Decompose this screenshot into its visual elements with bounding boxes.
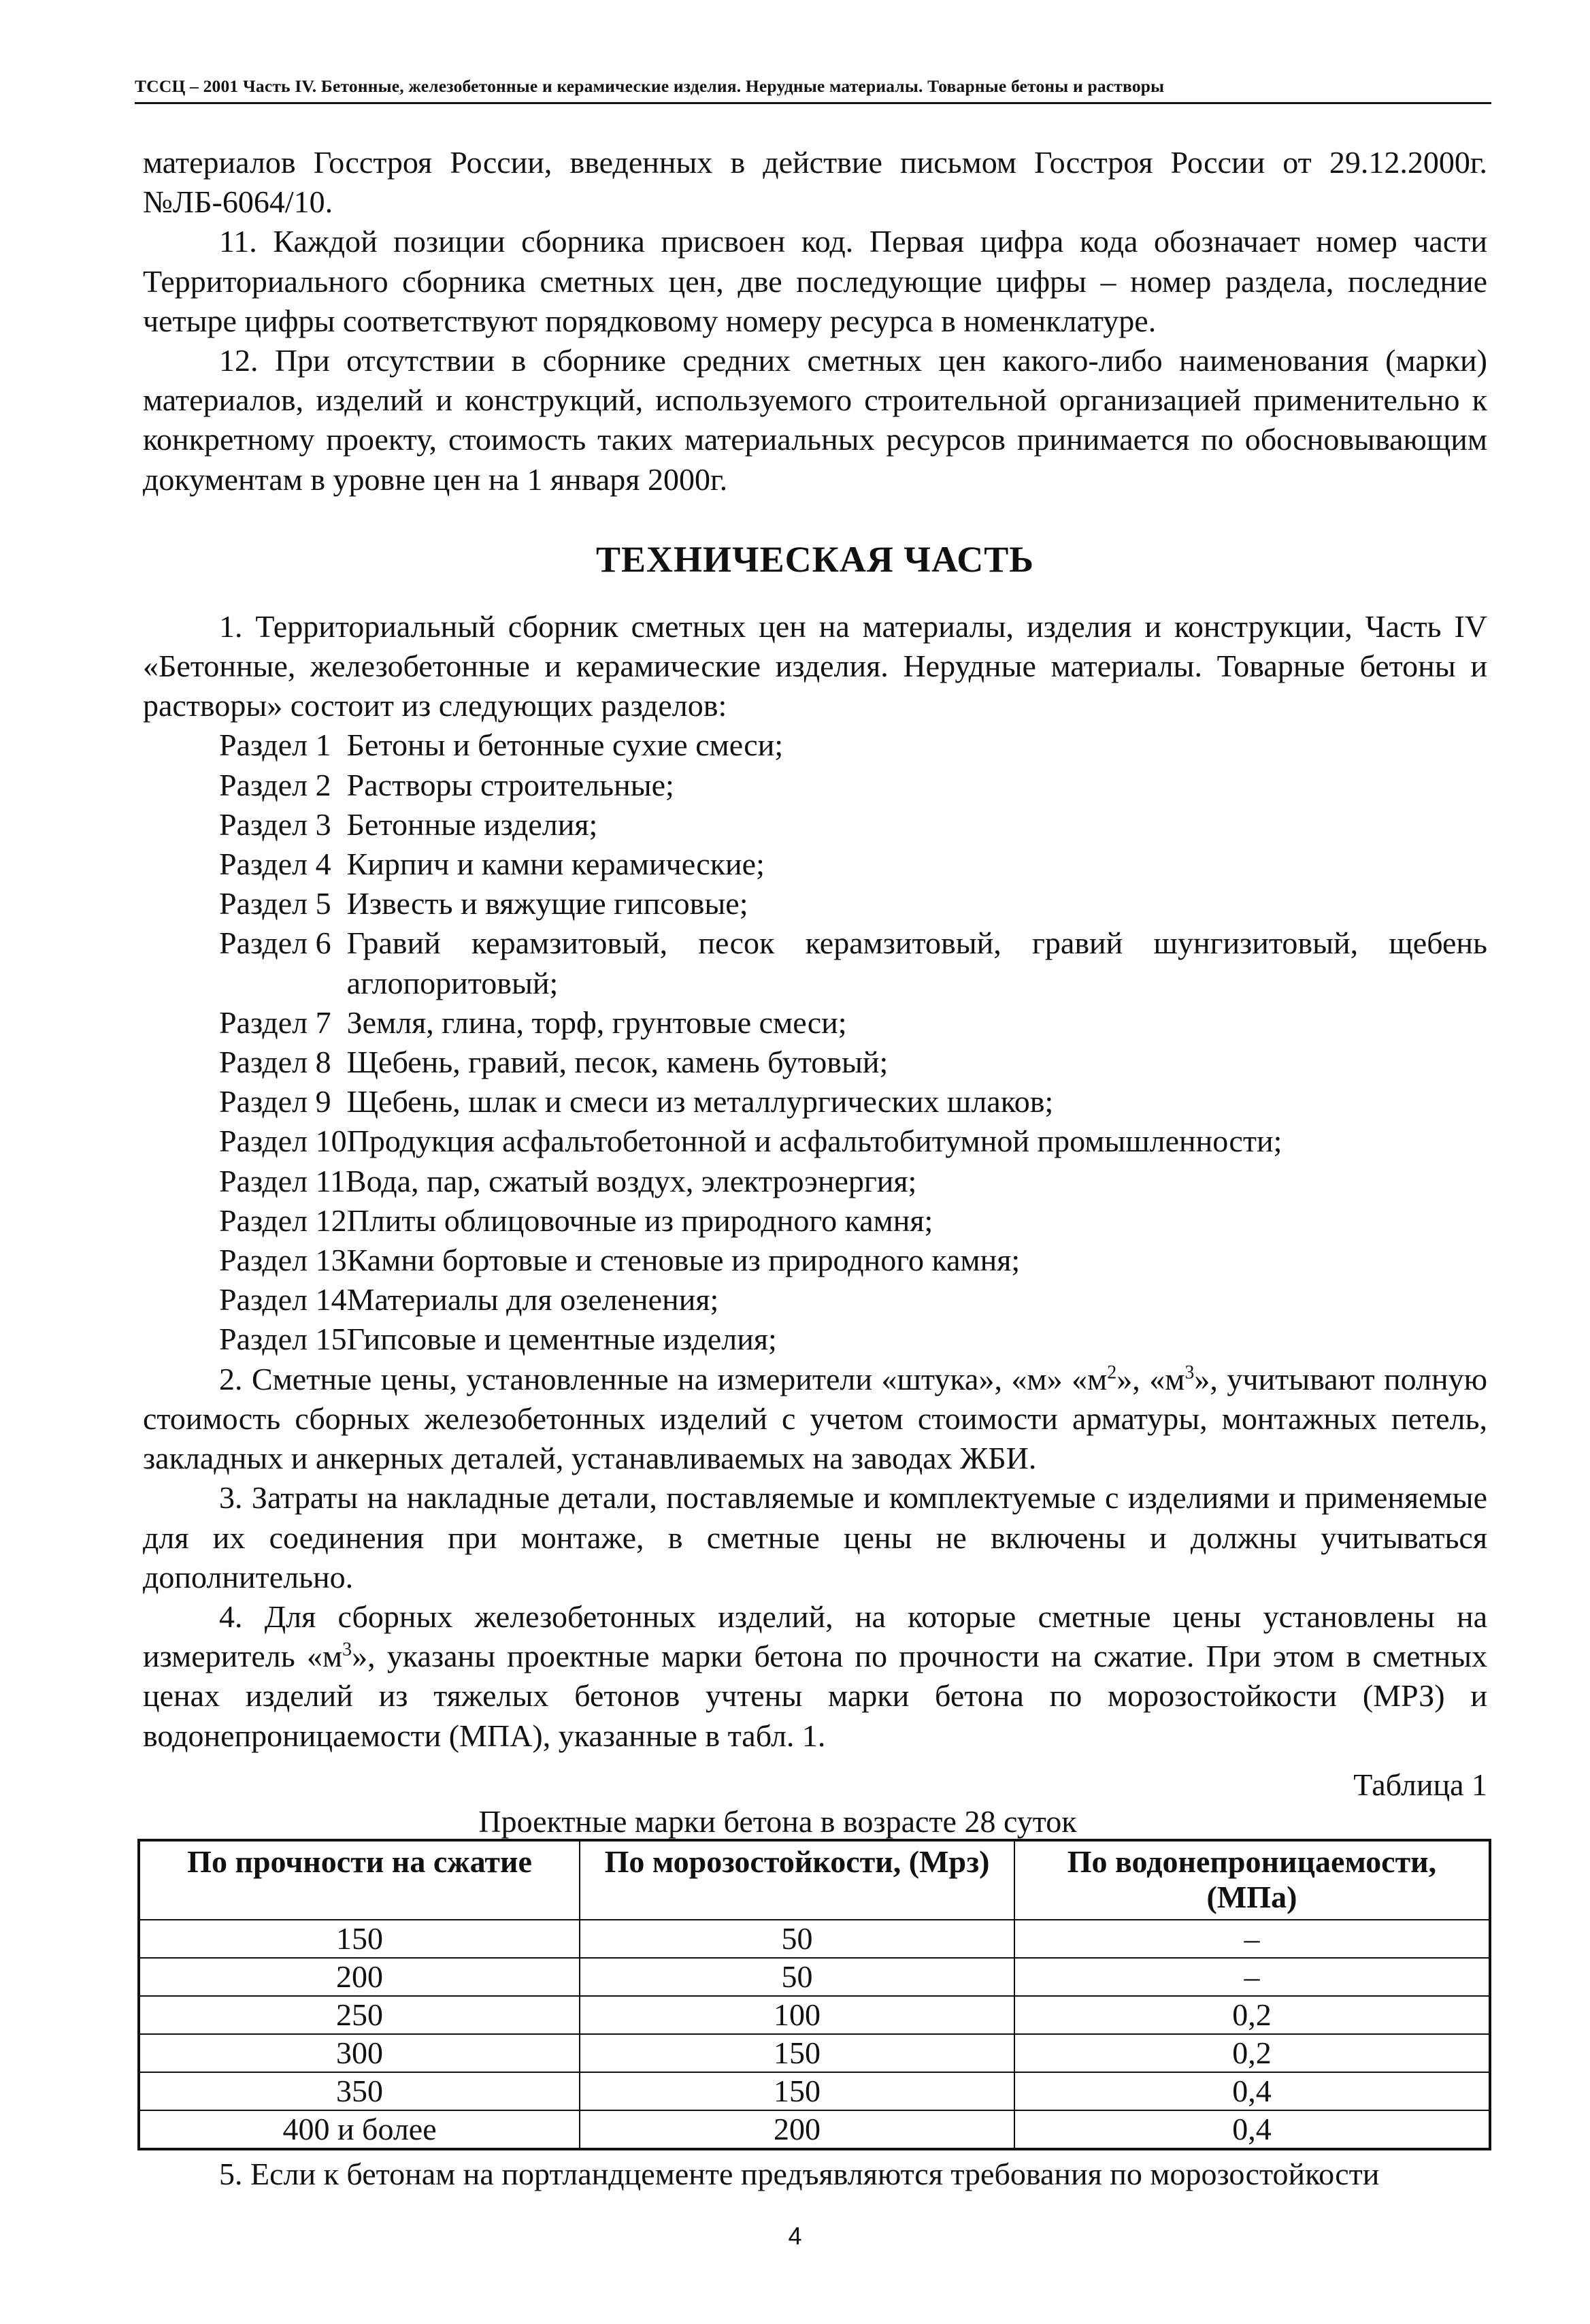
- section-label: Раздел 15: [219, 1322, 347, 1357]
- section-item: [143, 766, 1487, 805]
- table-cell: 50: [580, 1958, 1014, 1996]
- section-item: [143, 884, 1487, 923]
- section-item: [143, 1082, 1487, 1122]
- section-item: [143, 1241, 1487, 1280]
- column-header: По морозостойкости, (Мрз): [580, 1840, 1014, 1920]
- paragraph-2-part-b: », «м: [1116, 1361, 1185, 1396]
- section-title: ТЕХНИЧЕСКАЯ ЧАСТЬ: [596, 538, 1034, 580]
- section-text: Щебень, шлак и смеси из металлургических шлаков;: [346, 1084, 1054, 1119]
- concrete-grades-table: [137, 1839, 1491, 2150]
- table-cell: 400 и более: [139, 2110, 580, 2149]
- table-label: Таблица 1: [1353, 1767, 1487, 1802]
- intro-paragraph-11: 11. Каждой позиции сборника присвоен код. Первая цифра кода обозначает номер части Территориального сборника сметных цен, две последующие цифры – номер раздела, последние четыре цифры соответствуют порядковому номеру ресурса в номенклатуре.: [143, 224, 1487, 338]
- section-item: [143, 805, 1487, 845]
- table-row: [139, 1996, 1490, 2034]
- table-cell: 250: [139, 1996, 580, 2034]
- table-cell: 0,2: [1014, 2034, 1490, 2072]
- intro-paragraph-12: 12. При отсутствии в сборнике средних сметных цен какого-либо наименования (марки) материалов, изделий и конструкций, используемого строительной организацией применительно к конкретному проекту, стоимость таких материальных ресурсов принимается по обосновывающим документам в уровне цен на 1 января 2000г.: [143, 343, 1487, 497]
- section-text: Бетоны и бетонные сухие смеси;: [346, 727, 784, 763]
- table-cell: 200: [139, 1958, 580, 1996]
- table-row: [139, 2072, 1490, 2110]
- table-cell: 150: [580, 2034, 1014, 2072]
- section-label: Раздел 14: [219, 1282, 347, 1318]
- technical-paragraph-5: 5. Если к бетонам на портландцементе предъявляются требования по морозостойкости: [219, 2156, 1380, 2191]
- column-header: По водонепроницаемости, (МПа): [1014, 1840, 1490, 1920]
- section-text: Гравий керамзитовый, песок керамзитовый, гравий шунгизитовый, щебень аглопоритовый;: [346, 926, 1487, 1000]
- document-body: [143, 143, 1487, 2194]
- paragraph-4-part-b: », указаны проектные марки бетона по прочности на сжатие. При этом в сметных ценах изделий из тяжелых бетонов учтены марки бетона по морозостойкости (МРЗ) и водонепроницаемости (МПА), указанные в табл. 1.: [143, 1639, 1487, 1753]
- superscript-3: 3: [1185, 1362, 1195, 1384]
- paragraph-4-part-a: 4. Для сборных железобетонных изделий, на которые сметные цены установлены на измеритель «м: [143, 1599, 1487, 1674]
- section-item: [143, 1320, 1487, 1359]
- section-text: Кирпич и камни керамические;: [346, 847, 765, 882]
- section-label: Раздел 5: [219, 886, 347, 921]
- section-item: [143, 923, 1487, 1002]
- section-item: [143, 1201, 1487, 1241]
- section-item: [143, 1043, 1487, 1082]
- running-header: ТССЦ – 2001 Часть IV. Бетонные, железобетонные и керамические изделия. Нерудные материалы. Товарные бетоны и растворы: [135, 76, 1165, 96]
- table-cell: 100: [580, 1996, 1014, 2034]
- section-text: Щебень, гравий, песок, камень бутовый;: [346, 1045, 889, 1080]
- paragraph-2-part-c: », учитывают полную стоимость сборных железобетонных изделий с учетом стоимости арматуры, монтажных петель, закладных и анкерных деталей, устанавливаемых на заводах ЖБИ.: [143, 1361, 1488, 1476]
- section-item: [143, 1122, 1487, 1161]
- section-text: Плиты облицовочные из природного камня;: [346, 1202, 933, 1238]
- technical-paragraph-4: [143, 1597, 1487, 1756]
- section-label: Раздел 2: [219, 767, 347, 802]
- table-row: [139, 2110, 1490, 2149]
- table-cell: 150: [580, 2072, 1014, 2110]
- table-cell: 0,4: [1014, 2072, 1490, 2110]
- section-item: [143, 1003, 1487, 1043]
- section-label: Раздел 3: [219, 806, 347, 842]
- section-label: Раздел 11: [219, 1163, 346, 1198]
- table-cell: 200: [580, 2110, 1014, 2149]
- page-number: 4: [788, 2222, 802, 2250]
- section-item: [143, 1280, 1487, 1320]
- technical-paragraph-1: 1. Территориальный сборник сметных цен на материалы, изделия и конструкции, Часть IV «Бетонные, железобетонные и керамические изделия. Нерудные материалы. Товарные бетоны и растворы» состоит из следующих разделов:: [143, 608, 1487, 723]
- table-cell: 150: [139, 1920, 580, 1958]
- section-label: Раздел 9: [219, 1084, 347, 1119]
- header-rule: [135, 102, 1491, 104]
- section-text: Материалы для озеленения;: [346, 1282, 719, 1318]
- section-label: Раздел 4: [219, 847, 347, 882]
- table-row: [139, 2034, 1490, 2072]
- section-item: [143, 845, 1487, 884]
- table-row: [139, 1958, 1490, 1996]
- table-cell: 0,4: [1014, 2110, 1490, 2149]
- table-cell: 350: [139, 2072, 580, 2110]
- table-cell: 300: [139, 2034, 580, 2072]
- table-header-row: [139, 1840, 1490, 1920]
- section-item: [143, 725, 1487, 765]
- table-row: [139, 1920, 1490, 1958]
- section-item: [143, 1162, 1487, 1201]
- table-cell: –: [1014, 1920, 1490, 1958]
- column-header: По прочности на сжатие: [139, 1840, 580, 1920]
- section-label: Раздел 12: [219, 1202, 347, 1238]
- superscript-2: 2: [1107, 1362, 1117, 1384]
- section-text: Известь и вяжущие гипсовые;: [346, 886, 748, 921]
- section-text: Бетонные изделия;: [346, 806, 598, 842]
- paragraph-2-part-a: 2. Сметные цены, установленные на измерители «штука», «м» «м: [219, 1361, 1108, 1396]
- table-cell: –: [1014, 1958, 1490, 1996]
- sections-list: [143, 725, 1487, 1359]
- technical-paragraph-3: 3. Затраты на накладные детали, поставляемые и комплектуемые с изделиями и применяемые для их соединения при монтаже, в сметные цены не включены и должны учитываться дополнительно.: [143, 1480, 1487, 1594]
- section-label: Раздел 1: [219, 727, 347, 763]
- section-label: Раздел 10: [219, 1124, 347, 1159]
- section-text: Продукция асфальтобетонной и асфальтобитумной промышленности;: [346, 1124, 1282, 1159]
- intro-paragraph-continuation: материалов Госстроя России, введенных в действие письмом Госстроя России от 29.12.2000г. №ЛБ-6064/10.: [143, 145, 1487, 220]
- section-text: Земля, глина, торф, грунтовые смеси;: [346, 1004, 847, 1040]
- section-label: Раздел 13: [219, 1243, 347, 1278]
- technical-paragraph-2: [143, 1360, 1487, 1479]
- section-label: Раздел 7: [219, 1004, 347, 1040]
- table-cell: 0,2: [1014, 1996, 1490, 2034]
- section-label: Раздел 8: [219, 1045, 347, 1080]
- table-cell: 50: [580, 1920, 1014, 1958]
- section-label: Раздел 6: [219, 926, 347, 961]
- section-text: Гипсовые и цементные изделия;: [346, 1322, 777, 1357]
- section-text: Камни бортовые и стеновые из природного камня;: [346, 1243, 1021, 1278]
- section-text: Вода, пар, сжатый воздух, электроэнергия;: [345, 1163, 917, 1198]
- table-caption: Проектные марки бетона в возрасте 28 суток: [478, 1803, 1077, 1839]
- section-text: Растворы строительные;: [346, 767, 674, 802]
- superscript-3: 3: [342, 1639, 352, 1660]
